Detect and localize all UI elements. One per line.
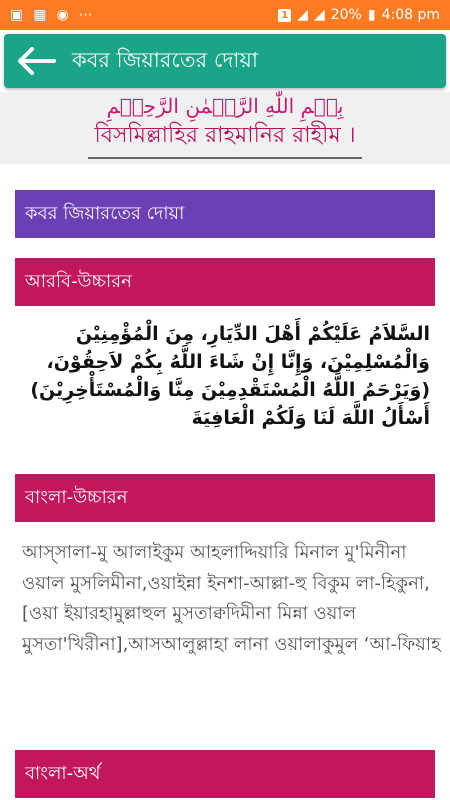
status-bar xyxy=(0,0,450,30)
bismillah-bangla: বিসমিল্লাহির রাহমানির রাহীম । xyxy=(88,118,361,159)
bangla-pronunciation-header: বাংলা-উচ্চারন xyxy=(15,474,435,522)
bismillah-arabic: بِسۡمِ اللّٰهِ الرَّحۡمٰنِ الرَّحِیۡمِ xyxy=(106,94,344,118)
more-notifications-icon: ⋯ xyxy=(78,7,93,23)
status-system xyxy=(278,7,440,23)
arabic-section-header: আরবি-উচ্চারন xyxy=(15,258,435,306)
sim-badge: 1 xyxy=(278,9,291,22)
dua-title-header: কবর জিয়ারতের দোয়া xyxy=(15,190,435,238)
bismillah-banner xyxy=(0,92,450,164)
bangla-meaning-header: বাংলা-অর্থ xyxy=(15,750,435,798)
signal-icon: ◢ xyxy=(297,7,308,23)
bangla-pronunciation-text: আস্‌সালা-মু আলাইকুম আহলাদ্দিয়ারি মিনাল মু'মিনীনা ওয়াল মুসলিমীনা,ওয়াইন্না ইনশা-আল্লা-হু বিকুম লা-হিকুনা,[ওয়া ইয়ারহামুল্লাহুল মুসতাক্বদিমীনা মিন্না ওয়াল মুসতা'খিরীনা],আসআলুল্লাহা লানা ওয়ালাকুমুল ‘আ-ফিয়াহ xyxy=(22,542,441,655)
status-notifications xyxy=(10,8,93,22)
arabic-dua-text: السَّلاَمُ عَلَيْكُمْ أَهْلَ الدِّيَارِ، مِنَ الْمُؤْمِنِيْنَ وَالْمُسْلِمِيْنَ، وَإِنَّا إِنْ شَاءَ اللَّهُ بِكُمْ لاَحِقُوْنَ، (وَيَرْحَمُ اللَّهُ الْمُسْتَقْدِمِيْنَ مِنَّا وَالْمُسْتَأْخِرِيْنَ) أَسْأَلُ اللَّهَ لَنَا وَلَكُمْ الْعَافِيَةَ xyxy=(30,323,430,429)
camera-notification-icon: ◉ xyxy=(56,7,69,23)
signal-icon-2: ◢ xyxy=(313,7,325,23)
battery-icon: ▮ xyxy=(367,7,376,23)
arrow-left-icon xyxy=(16,46,56,76)
battery-percent: 20% xyxy=(330,7,362,23)
clock: 4:08 pm xyxy=(381,7,440,23)
back-button[interactable] xyxy=(14,39,58,83)
file-notification-icon: ▦ xyxy=(33,7,47,23)
app-bar xyxy=(4,34,446,88)
image-notification-icon: ▣ xyxy=(10,7,24,23)
page-title: কবর জিয়ারতের দোয়া xyxy=(72,47,258,72)
